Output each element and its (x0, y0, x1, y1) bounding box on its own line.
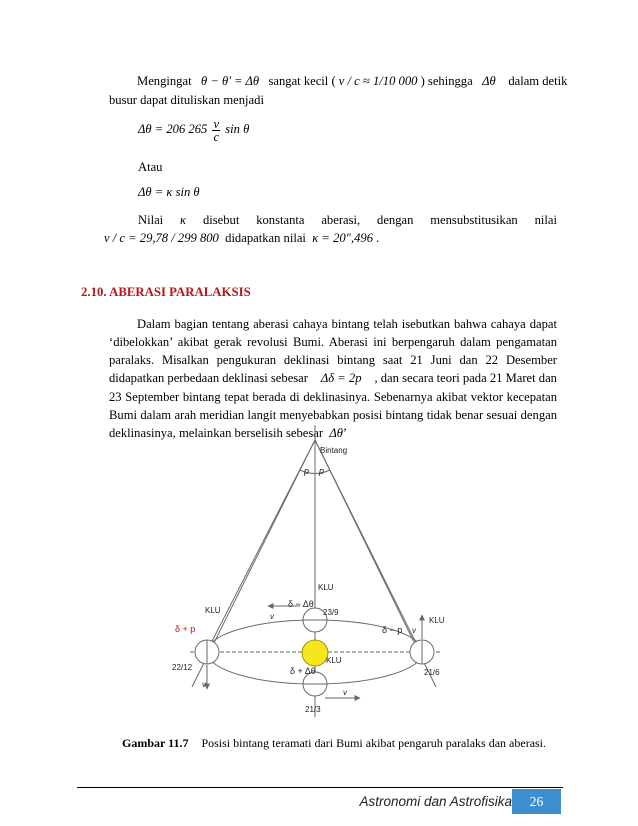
text: didapatkan perbedaan deklinasi sebesar (109, 371, 308, 385)
aberration-parallax-figure (150, 425, 470, 725)
fraction-denominator: c (213, 129, 220, 144)
math-expr: Δδ = 2p (320, 371, 362, 385)
text: Mengingat (137, 74, 192, 88)
body-line-1 (137, 315, 557, 333)
label-klu-left: KLU (205, 606, 221, 615)
text: Dalam bagian tentang aberasi cahaya bintang telah isebutkan bahwa cahaya dapat (137, 317, 557, 331)
word: konstanta (256, 213, 305, 227)
math-expr: Δθ (329, 426, 343, 440)
kappa-symbol: κ (180, 213, 187, 227)
figure-caption (122, 736, 546, 751)
text: 23 September bintang tepat berada di deklinasinya. Sebenarnya akibat vektor kecepatan (109, 390, 557, 404)
math-expr: Δθ (482, 74, 496, 88)
equation-1 (138, 113, 249, 145)
label-d-plus: δ + Δθ (290, 666, 316, 676)
caption-label: Gambar 11.7 (122, 736, 189, 750)
paragraph-2-line-2 (104, 229, 379, 247)
page-number: 26 (512, 789, 561, 814)
body-line-3 (109, 351, 557, 369)
footer-rule (77, 787, 563, 788)
label-v-bottom: v (343, 688, 347, 697)
eq-lhs: Δθ = 206 265 (138, 122, 208, 136)
paragraph-1-line-2 (109, 91, 264, 109)
label-d-minus-p: δ − p (382, 625, 403, 635)
label-d-plus-p: δ + p (175, 624, 196, 634)
label-star: Bintang (320, 446, 348, 455)
text: ) sehingga (420, 74, 473, 88)
text: deklinasinya, melainkan berselisih sebesar (109, 426, 324, 440)
word: Nilai (138, 213, 164, 227)
label-v-top: v (270, 612, 274, 621)
body-line-6 (109, 406, 557, 424)
text: didapatkan nilai (225, 231, 306, 245)
label-klu-right: KLU (429, 616, 445, 625)
paragraph-1-line-1 (137, 72, 568, 90)
label-date-dec: 22/12 (172, 663, 193, 672)
equation-2 (138, 183, 200, 201)
body-line-5 (109, 388, 557, 406)
footer-book-title: Astronomi dan Astrofisika (359, 794, 512, 809)
word: aberasi, (321, 213, 361, 227)
label-d-minus: δ − Δθ (288, 599, 314, 609)
math-expr: v / c = 29,78 / 299 800 (104, 231, 219, 245)
caption-text: Posisi bintang teramati dari Bumi akibat pengaruh paralaks dan aberasi. (201, 736, 547, 750)
label-klu-top: KLU (318, 583, 334, 592)
body-line-4 (109, 369, 557, 387)
math-expr: κ = 20",496 (312, 231, 373, 245)
label-v-right: v (412, 626, 416, 635)
eq-text: Δθ = κ sin θ (138, 185, 200, 199)
math-expr: θ − θ' = Δθ (201, 74, 260, 88)
label-p-right: p (319, 466, 325, 476)
text: , dan secara teori pada 21 Maret dan (374, 371, 557, 385)
body-line-2 (109, 333, 557, 351)
label-v-left: v (202, 680, 206, 689)
word: dengan (377, 213, 414, 227)
text: Atau (138, 160, 163, 174)
label-date-mar: 21/3 (305, 705, 321, 714)
text: sangat kecil ( (268, 74, 336, 88)
label-klu-center: KLU (326, 656, 342, 665)
label-date-jun: 21/6 (424, 668, 440, 677)
text: busur dapat dituliskan menjadi (109, 93, 264, 107)
eq-rhs: sin θ (225, 122, 250, 136)
sun (302, 640, 328, 666)
word: disebut (202, 213, 240, 227)
fraction (212, 118, 220, 143)
math-expr: v / c ≈ 1/10 000 (338, 74, 418, 88)
paragraph-2-line-1 (138, 211, 557, 229)
word: mensubstitusikan (430, 213, 518, 227)
section-heading: 2.10. ABERASI PARALAKSIS (81, 285, 251, 299)
text: paralaks. Misalkan pengukuran deklinasi bintang saat 21 Juni dan 22 Desember (109, 353, 557, 367)
text: ’ (342, 426, 348, 440)
fraction-numerator: v (213, 116, 220, 131)
text: Bumi dalam arah meridian langit menyebabkan posisi bintang tidak benar sesuai dengan (109, 408, 557, 422)
text: ‘dibelokkan’ akibat gerak revolusi Bumi. Aberasi ini berpengaruh dalam pengamatan (109, 335, 557, 349)
label-date-sep: 23/9 (323, 608, 339, 617)
label-p-left: p (304, 466, 310, 476)
text: . (376, 231, 380, 245)
text: dalam detik (508, 74, 568, 88)
word: nilai (534, 213, 557, 227)
atau-label (138, 158, 162, 176)
